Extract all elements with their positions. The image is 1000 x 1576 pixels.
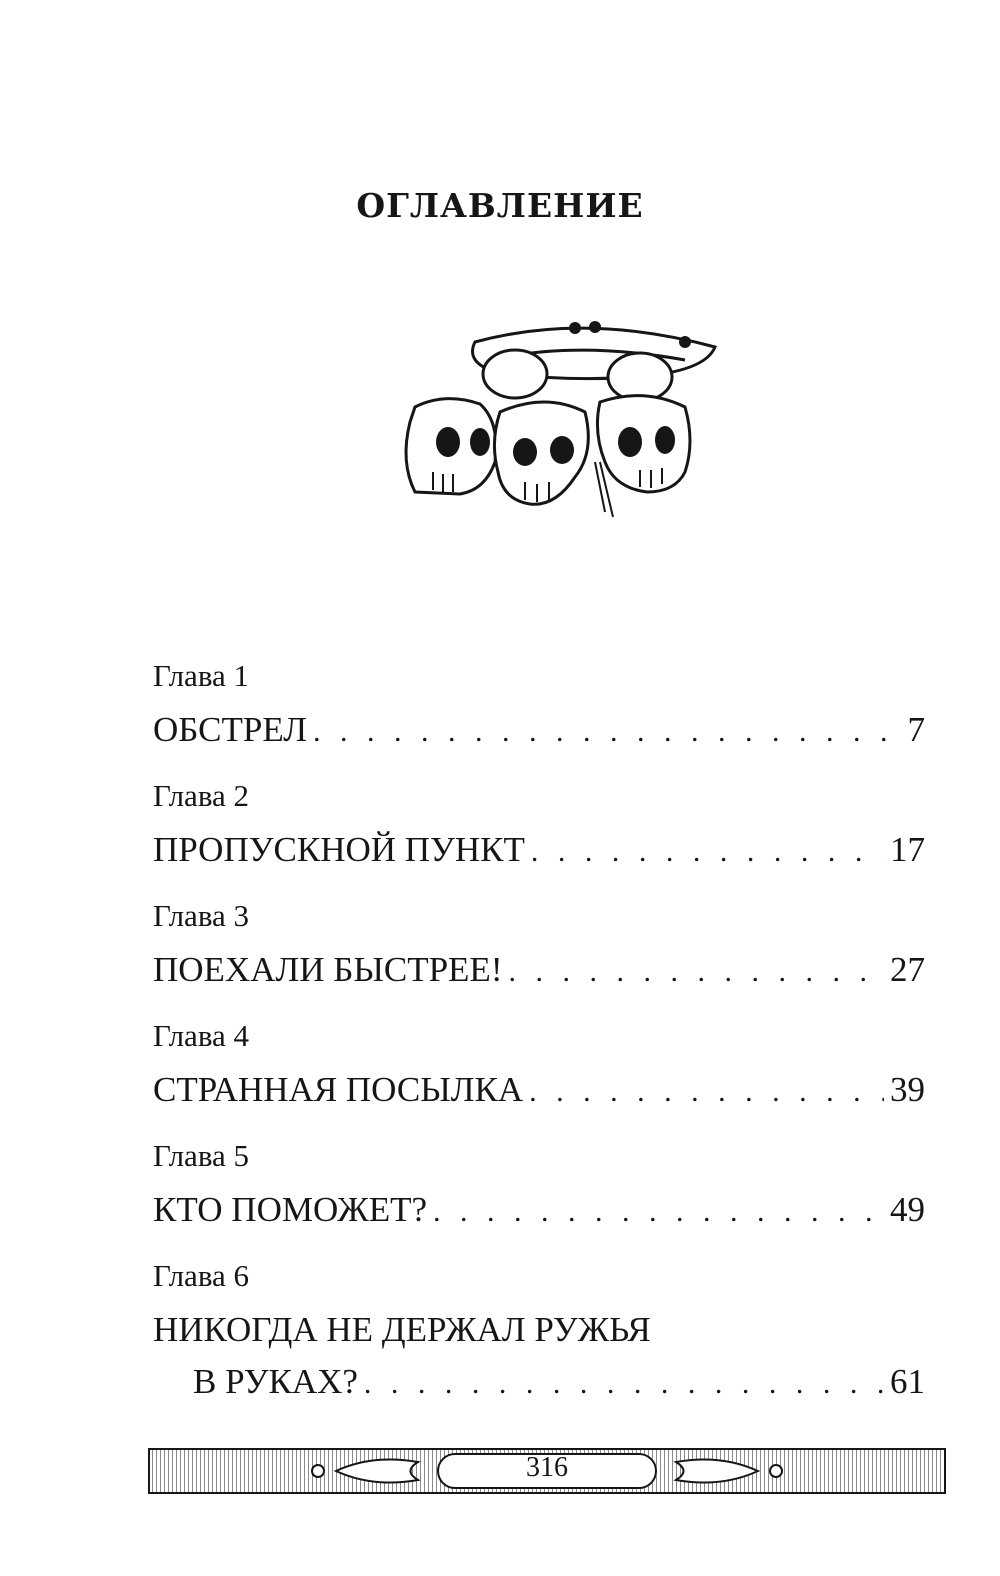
dot-leader: [313, 715, 902, 749]
chapter-title: НИКОГДА НЕ ДЕРЖАЛ РУЖЬЯ: [153, 1310, 651, 1349]
dot-leader: [529, 1075, 884, 1109]
chapter-label: Глава 6: [153, 1258, 250, 1293]
page-number: 7: [907, 710, 925, 749]
chapter-title: СТРАННАЯ ПОСЫЛКА: [153, 1070, 524, 1109]
chapter-label: Глава 2: [153, 778, 250, 813]
chapter-label: Глава 4: [153, 1018, 250, 1053]
toc-entry[interactable]: [153, 1250, 925, 1422]
dot-leader: [433, 1195, 884, 1229]
chapter-title: ПОЕХАЛИ БЫСТРЕЕ!: [153, 950, 503, 989]
dot-leader: [531, 835, 884, 869]
chapter-title-continued: В РУКАХ?: [193, 1362, 358, 1401]
chapter-title: ОБСТРЕЛ: [153, 710, 307, 749]
page-number: 39: [890, 1070, 925, 1109]
chapter-title: КТО ПОМОЖЕТ?: [153, 1190, 428, 1229]
dot-leader: [364, 1367, 884, 1401]
page-number: 49: [890, 1190, 925, 1229]
footer-page-number: 316: [526, 1452, 568, 1483]
toc-entry[interactable]: [153, 1130, 925, 1250]
skull-necklace-illustration: [385, 312, 725, 527]
page-title: ОГЛАВЛЕНИЕ: [356, 186, 644, 225]
toc-entry[interactable]: [153, 1010, 925, 1130]
table-of-contents: [153, 650, 925, 1422]
chapter-title: ПРОПУСКНОЙ ПУНКТ: [153, 830, 525, 869]
dot-leader: [508, 955, 884, 989]
toc-entry[interactable]: [153, 890, 925, 1010]
page-number: 17: [890, 830, 925, 869]
toc-entry[interactable]: [153, 770, 925, 890]
page-number: 27: [890, 950, 925, 989]
page-number: 61: [890, 1362, 925, 1401]
chapter-label: Глава 3: [153, 898, 250, 933]
chapter-label: Глава 1: [153, 658, 250, 693]
chapter-label: Глава 5: [153, 1138, 250, 1173]
toc-entry[interactable]: [153, 650, 925, 770]
